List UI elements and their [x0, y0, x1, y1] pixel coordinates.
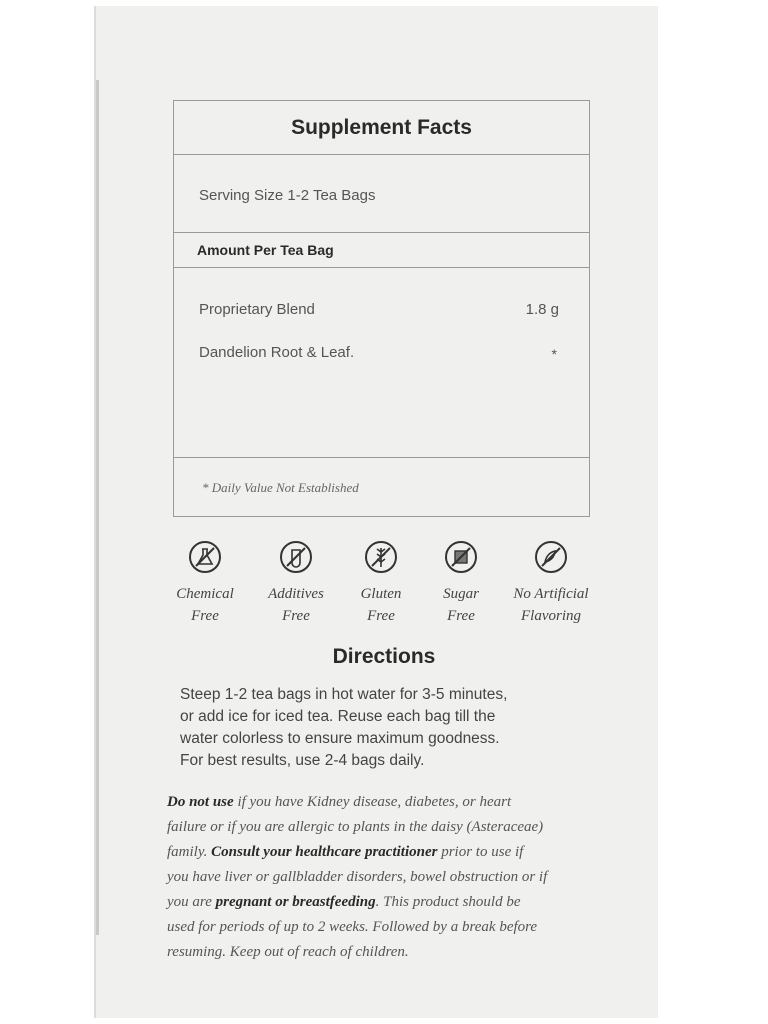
- directions-line: or add ice for iced tea. Reuse each bag till the: [180, 708, 496, 725]
- ingredient-daily-value-mark: *: [551, 346, 557, 362]
- consult-practitioner-label: Consult your healthcare practitioner: [211, 844, 438, 860]
- gluten-free-icon: [364, 540, 398, 574]
- directions-text: [180, 684, 600, 772]
- badge-label: Chemical Free: [176, 586, 234, 624]
- warning-line-text: if you have Kidney disease, diabetes, or heart: [233, 794, 512, 810]
- warning-line: you have liver or gallbladder disorders, bowel obstruction or if: [167, 869, 548, 885]
- badge-chemical-free: [160, 540, 250, 627]
- badge-label: Additives Free: [268, 586, 324, 624]
- serving-size: Serving Size 1-2 Tea Bags: [199, 187, 376, 204]
- facts-footer: [174, 457, 589, 516]
- badge-label: Sugar Free: [443, 586, 479, 624]
- daily-value-footnote: * Daily Value Not Established: [202, 480, 359, 495]
- warning-line: [167, 840, 637, 865]
- supplement-facts-title: Supplement Facts: [174, 101, 589, 155]
- warning-line: used for periods of up to 2 weeks. Followed by a break before: [167, 919, 538, 935]
- amount-per-row: [174, 232, 589, 268]
- supplement-facts-panel: [173, 100, 590, 517]
- chemical-free-icon: [188, 540, 222, 574]
- additives-free-icon: [279, 540, 313, 574]
- ingredient-name: Dandelion Root & Leaf.: [199, 344, 355, 361]
- badge-label: No Artificial Flavoring: [513, 586, 589, 624]
- directions-title: Directions: [332, 645, 436, 668]
- badge-label: Gluten Free: [360, 586, 402, 624]
- amount-per-label: Amount Per Tea Bag: [197, 242, 334, 258]
- badge-sugar-free: [416, 540, 506, 627]
- warning-line: [167, 790, 637, 815]
- directions-line: For best results, use 2-4 bags daily.: [180, 752, 425, 769]
- warning-line-text: family.: [167, 844, 212, 860]
- warning-line: resuming. Keep out of reach of children.: [167, 944, 409, 960]
- warning-line-text: prior to use if: [437, 844, 524, 860]
- badge-gluten-free: [336, 540, 426, 627]
- badge-no-artificial-flavoring: [496, 540, 606, 627]
- warning-text: [167, 790, 637, 965]
- directions-line: water colorless to ensure maximum goodness.: [180, 730, 500, 747]
- blend-amount: 1.8 g: [525, 301, 559, 318]
- warning-line-text: you are: [167, 894, 216, 910]
- blend-name: Proprietary Blend: [199, 301, 315, 318]
- package-edge: [96, 80, 99, 935]
- no-artificial-flavoring-icon: [534, 540, 568, 574]
- warning-line-text: . This product should be: [375, 894, 521, 910]
- sugar-free-icon: [444, 540, 478, 574]
- pregnant-label: pregnant or breastfeeding: [215, 894, 376, 910]
- warning-line: failure or if you are allergic to plants in the daisy (Asteraceae): [167, 819, 544, 835]
- warning-line: [167, 890, 637, 915]
- do-not-use-label: Do not use: [167, 794, 234, 810]
- badge-additives-free: [251, 540, 341, 627]
- directions-line: Steep 1-2 tea bags in hot water for 3-5 minutes,: [180, 686, 508, 703]
